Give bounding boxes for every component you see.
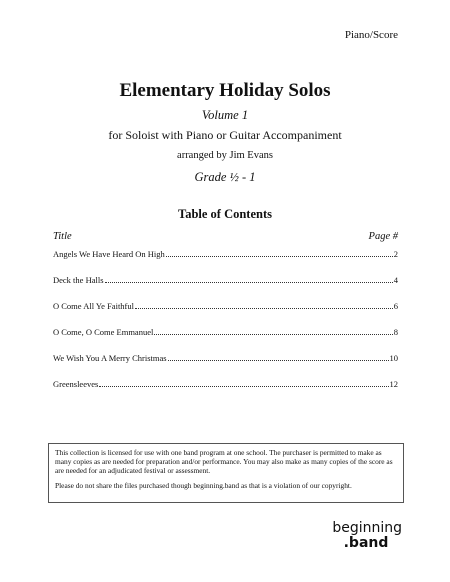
toc-heading: Table of Contents [178, 207, 272, 221]
collection-title: Elementary Holiday Solos [119, 80, 331, 101]
arranger-credit: arranged by Jim Evans [177, 150, 273, 161]
copyright-paragraph: Please do not share the files purchased though beginning.band as that is a violation of our copyright. [55, 480, 352, 490]
beginning-band-logo [322, 521, 402, 551]
toc-entry-title: Greensleeves [53, 379, 99, 389]
toc-entry-title: Deck the Halls [53, 275, 104, 285]
toc-entry [53, 327, 398, 353]
toc-list [53, 249, 398, 405]
toc-entry-page: 8 [393, 327, 398, 337]
toc-entry-title: We Wish You A Merry Christmas [53, 353, 167, 363]
toc-entry-page: 10 [389, 353, 398, 363]
grade-level: Grade ½ - 1 [194, 170, 256, 184]
piano-score-label: Piano/Score [344, 29, 398, 41]
toc-leader-dots [166, 256, 393, 257]
instrumentation-subtitle: for Soloist with Piano or Guitar Accompaniment [108, 128, 342, 142]
logo-line-2: .band [343, 535, 389, 551]
toc-entry-page: 2 [393, 249, 398, 259]
toc-leader-dots [105, 282, 393, 283]
toc-entry-page: 6 [393, 301, 398, 311]
toc-entry [53, 379, 398, 405]
toc-leader-dots [168, 360, 389, 361]
toc-column-headers [53, 231, 398, 242]
toc-leader-dots [154, 334, 392, 335]
toc-entry-title: O Come All Ye Faithful [53, 301, 134, 311]
toc-entry [53, 353, 398, 379]
toc-title-column-header: Title [53, 231, 72, 242]
toc-page-column-header: Page # [368, 231, 398, 242]
toc-entry-page: 4 [393, 275, 398, 285]
toc-entry [53, 275, 398, 301]
logo-line-1: beginning [332, 520, 402, 536]
toc-entry-title: O Come, O Come Emmanuel [53, 327, 154, 337]
toc-entry-title: Angels We Have Heard On High [53, 249, 165, 259]
volume-label: Volume 1 [201, 108, 249, 122]
toc-leader-dots [135, 308, 393, 309]
license-notice-box [48, 443, 404, 503]
toc-entry [53, 301, 398, 327]
license-paragraph: This collection is licensed for use with one band program at one school. The purchaser is permitted to make as many copies as are needed for preparation and/or performance. You may also make as many copies of the score as are needed for an adjudicated festival or assessment. [55, 448, 393, 476]
toc-entry-page: 12 [389, 379, 398, 389]
toc-entry [53, 249, 398, 275]
toc-leader-dots [99, 386, 388, 387]
